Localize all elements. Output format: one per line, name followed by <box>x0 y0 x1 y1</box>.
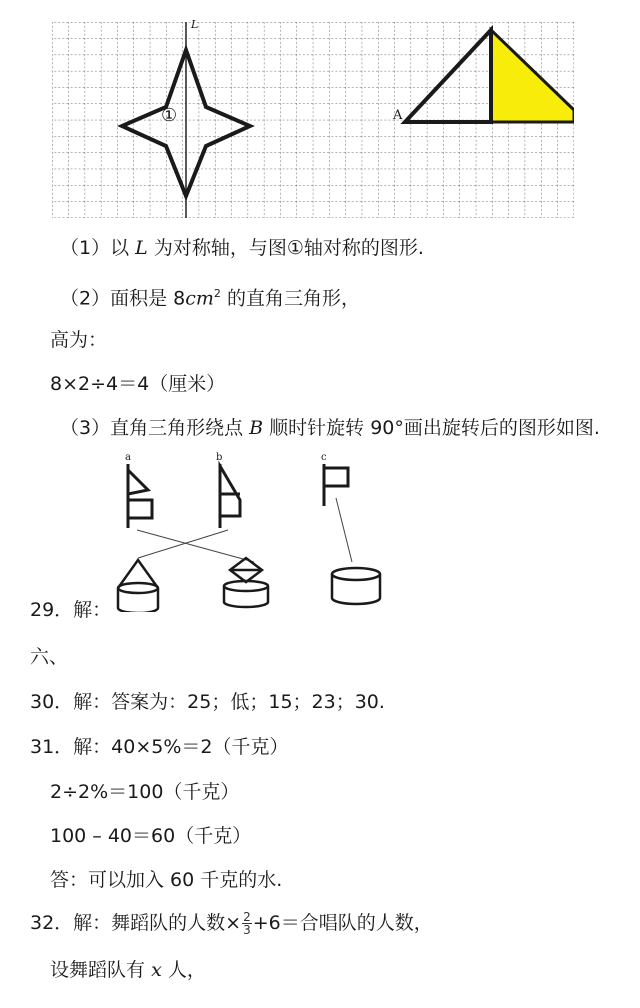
solid-cylinder <box>332 568 380 604</box>
line-9: 31．解：40×5%＝2（千克） <box>30 736 289 758</box>
l5-var: B <box>249 417 264 439</box>
line-6: 29．解： <box>30 599 112 621</box>
label-c: c <box>321 452 327 463</box>
l2-rest: 的直角三角形， <box>226 287 360 310</box>
line-5 <box>60 416 600 440</box>
point-a-label: A <box>393 108 403 123</box>
line-10: 2÷2%＝100（千克） <box>50 781 240 803</box>
l13-rest: +6＝合唱队的人数， <box>252 912 433 934</box>
l13-text: 32．解：舞蹈队的人数× <box>30 912 242 934</box>
flag-a <box>128 464 152 528</box>
l2-unit: cm <box>185 287 214 310</box>
l14-text: 设舞蹈队有 <box>50 959 146 981</box>
grid-figure <box>52 22 574 218</box>
fraction <box>242 911 252 936</box>
l1-rest: 为对称轴，与图①轴对称的图形. <box>153 237 424 259</box>
fraction-numerator: 2 <box>243 910 251 924</box>
solid-cone-cylinder <box>118 560 158 612</box>
l5-text: （3）直角三角形绕点 <box>60 417 244 439</box>
l1-var: L <box>135 237 148 259</box>
match-line-c <box>336 498 352 562</box>
line-14 <box>50 958 206 982</box>
l2-text: （2）面积是 8 <box>60 287 186 310</box>
flag-b <box>220 464 240 528</box>
line-7: 六、 <box>30 646 69 668</box>
line-8: 30．解：答案为：25；低；15；23；30. <box>30 691 385 713</box>
l5-rest: 顺时针旋转 90°画出旋转后的图形如图. <box>269 417 600 439</box>
label-b: b <box>216 452 223 463</box>
matching-figure <box>100 450 400 612</box>
fraction-denominator: 3 <box>243 923 251 937</box>
shape-label: ① <box>161 105 178 126</box>
line-3: 高为： <box>50 329 108 351</box>
line-4: 8×2÷4＝4（厘米） <box>50 373 226 395</box>
l14-var: x <box>151 959 162 981</box>
line-12: 答：可以加入 60 千克的水. <box>50 869 283 891</box>
l14-rest: 人， <box>167 959 206 981</box>
solid-double-cone-cylinder <box>224 558 268 607</box>
l1-text: （1）以 <box>60 237 130 259</box>
match-line-a <box>137 530 254 562</box>
line-13 <box>30 911 433 936</box>
label-a: a <box>125 452 131 463</box>
line-1 <box>60 236 424 260</box>
l2-sup: 2 <box>213 287 221 300</box>
line-11: 100 – 40＝60（千克） <box>50 825 252 847</box>
line-2 <box>60 282 360 310</box>
axis-l-label: L <box>191 18 199 31</box>
